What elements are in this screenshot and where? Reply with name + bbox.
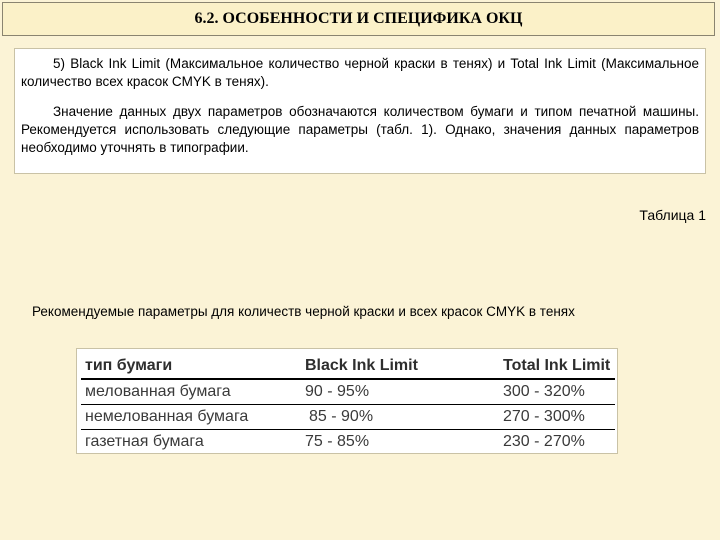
table-header-row (81, 354, 615, 379)
page-title: 6.2. ОСОБЕННОСТИ И СПЕЦИФИКА ОКЦ (194, 10, 523, 27)
table-row (81, 379, 615, 405)
cell-total-ink-limit: 300 - 320% (499, 379, 615, 405)
intro-paragraph-2: Значение данных двух параметров обозначаются количеством бумаги и типом печатной машины. Рекомендуется использовать следующие параметры (табл. 1). Однако, значения данных параметров необходимо уточнять в типографии. (21, 104, 699, 155)
cell-total-ink-limit: 270 - 300% (499, 405, 615, 430)
header-black-ink-limit: Black Ink Limit (301, 354, 499, 379)
header-total-ink-limit: Total Ink Limit (499, 354, 615, 379)
cell-total-ink-limit: 230 - 270% (503, 433, 585, 450)
cell-black-ink-limit: 75 - 85% (305, 433, 370, 450)
header-paper-type: тип бумаги (81, 354, 301, 379)
cell-black-ink-limit: 90 - 95% (301, 379, 499, 405)
cell-paper-type: немелованная бумага (81, 405, 301, 430)
cell-paper-type: мелованная бумага (81, 379, 301, 405)
ink-limit-table-container (76, 348, 618, 454)
cell-black-ink-limit: 85 - 90% (301, 405, 499, 430)
page-header (2, 2, 715, 36)
table-title: Рекомендуемые параметры для количеств черной краски и всех красок CMYK в тенях (32, 304, 575, 319)
table-caption: Таблица 1 (639, 207, 706, 223)
intro-paragraph-1: 5) Black Ink Limit (Максимальное количество черной краски в тенях) и Total Ink Limit (Максимальное количество всех красок CMYK в тенях). (21, 56, 699, 89)
intro-text-box (14, 48, 706, 174)
table-row (81, 405, 615, 430)
table-row (81, 430, 615, 455)
cell-paper-type: газетная бумага (85, 433, 204, 450)
ink-limit-table (81, 354, 615, 454)
